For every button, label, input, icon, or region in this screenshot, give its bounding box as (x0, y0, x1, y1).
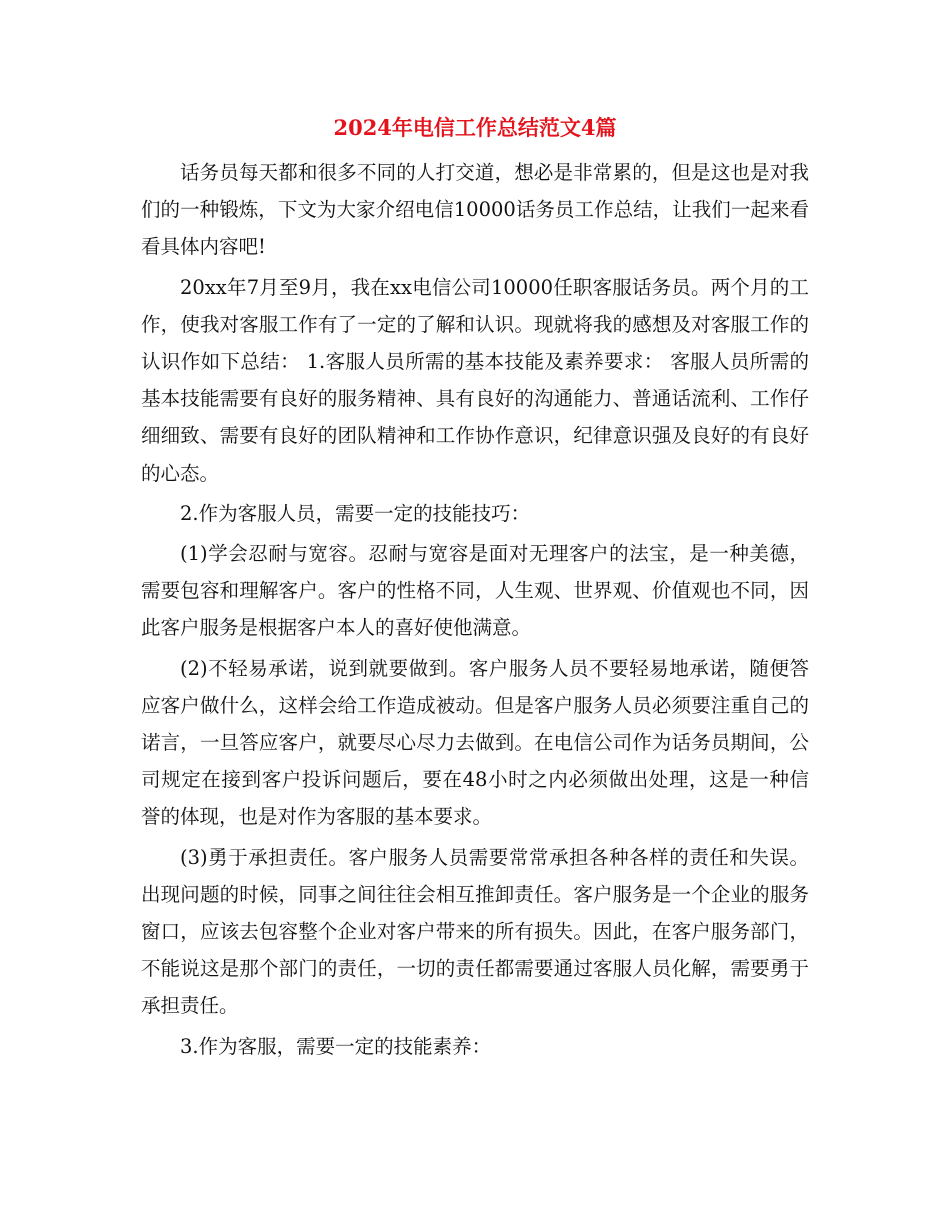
paragraph-item-3: (3)勇于承担责任。客户服务人员需要常常承担各种各样的责任和失误。出现问题的时候，同事之间往往会相互推卸责任。客户服务是一个企业的服务窗口，应该去包容整个企业对客户带来的所有损失。因此，在客户服务部门，不能说这是那个部门的责任，一切的责任都需要通过客服人员化解，需要勇于承担责任。 (141, 845, 809, 1018)
paragraph-section-3-heading: 3.作为客服，需要一定的技能素养： (180, 1034, 492, 1058)
paragraph-item-1: (1)学会忍耐与宽容。忍耐与宽容是面对无理客户的法宝，是一种美德，需要包容和理解客户。客户的性格不同，人生观、世界观、价值观也不同，因此客户服务是根据客户本人的喜好使他满意。 (141, 542, 809, 640)
document-title: 2024年电信工作总结范文4篇 (333, 115, 617, 140)
document-body (141, 154, 809, 1068)
paragraph-summary: 20xx年7月至9月，我在xx电信公司10000任职客服话务员。两个月的工作，使我对客服工作有了一定的了解和认识。现就将我的感想及对客服工作的认识作如下总结： 1.客服人员所需的基本技能及素养要求： 客服人员所需的基本技能需要有良好的服务精神、具有良好的沟通能力、普通话流利、工作仔细细致、需要有良好的团队精神和工作协作意识，纪律意识强及良好的有良好的心态。 (141, 275, 809, 485)
paragraph-section-2-heading: 2.作为客服人员，需要一定的技能技巧： (180, 501, 531, 525)
paragraph-item-2: (2)不轻易承诺，说到就要做到。客户服务人员不要轻易地承诺，随便答应客户做什么，这样会给工作造成被动。但是客户服务人员必须要注重自己的诺言，一旦答应客户，就要尽心尽力去做到。在电信公司作为话务员期间，公司规定在接到客户投诉问题后，要在48小时之内必须做出处理，这是一种信誉的体现，也是对作为客服的基本要求。 (141, 656, 809, 829)
paragraph-intro: 话务员每天都和很多不同的人打交道，想必是非常累的，但是这也是对我们的一种锻炼，下文为大家介绍电信10000话务员工作总结，让我们一起来看看具体内容吧! (141, 161, 809, 259)
